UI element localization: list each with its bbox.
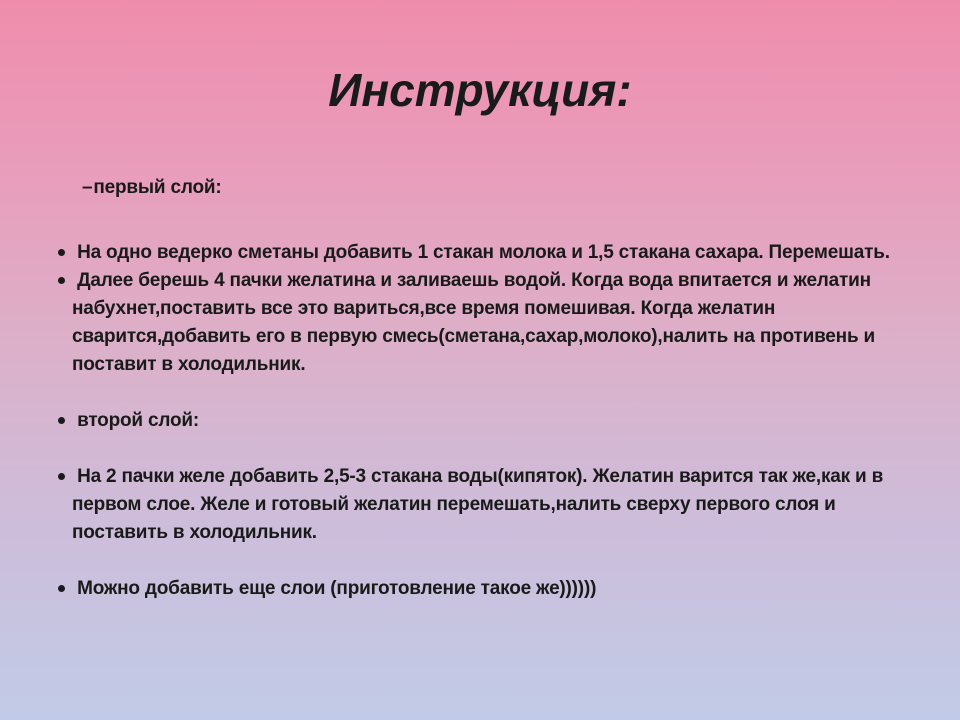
list-item [58, 463, 908, 547]
dash-marker-icon: – [82, 176, 93, 198]
list-item [58, 407, 908, 435]
bullet-icon [58, 249, 65, 256]
second-layer-heading: второй слой: [72, 409, 199, 431]
list-item-text: Можно добавить еще слои (приготовление такое же)))))) [72, 577, 597, 599]
list-item [58, 575, 908, 603]
slide-body [58, 174, 908, 603]
list-item [58, 267, 908, 379]
bullet-icon [58, 585, 65, 592]
list-item [58, 239, 908, 267]
list-item-text: На одно ведерко сметаны добавить 1 стакан молока и 1,5 стакана сахара. Перемешать. [72, 241, 890, 263]
first-layer-heading-label: первый слой: [93, 176, 222, 198]
first-layer-heading [82, 174, 908, 202]
slide-title: Инструкция: [328, 64, 632, 116]
bullet-icon [58, 473, 65, 480]
list-item-text: Далее берешь 4 пачки желатина и заливаешь водой. Когда вода впитается и желатин набухнет,поставить все это вариться,все время помешивая. Когда желатин сварится,добавить его в первую смесь(сметана,сахар,молоко),налить на противень и поставит в холодильник. [72, 269, 881, 375]
instruction-list [58, 239, 908, 603]
bullet-icon [58, 277, 65, 284]
list-item-text: На 2 пачки желе добавить 2,5-3 стакана воды(кипяток). Желатин варится так же,как и в первом слое. Желе и готовый желатин перемешать,налить сверху первого слоя и поставить в холодильник. [72, 465, 889, 543]
bullet-icon [58, 417, 65, 424]
